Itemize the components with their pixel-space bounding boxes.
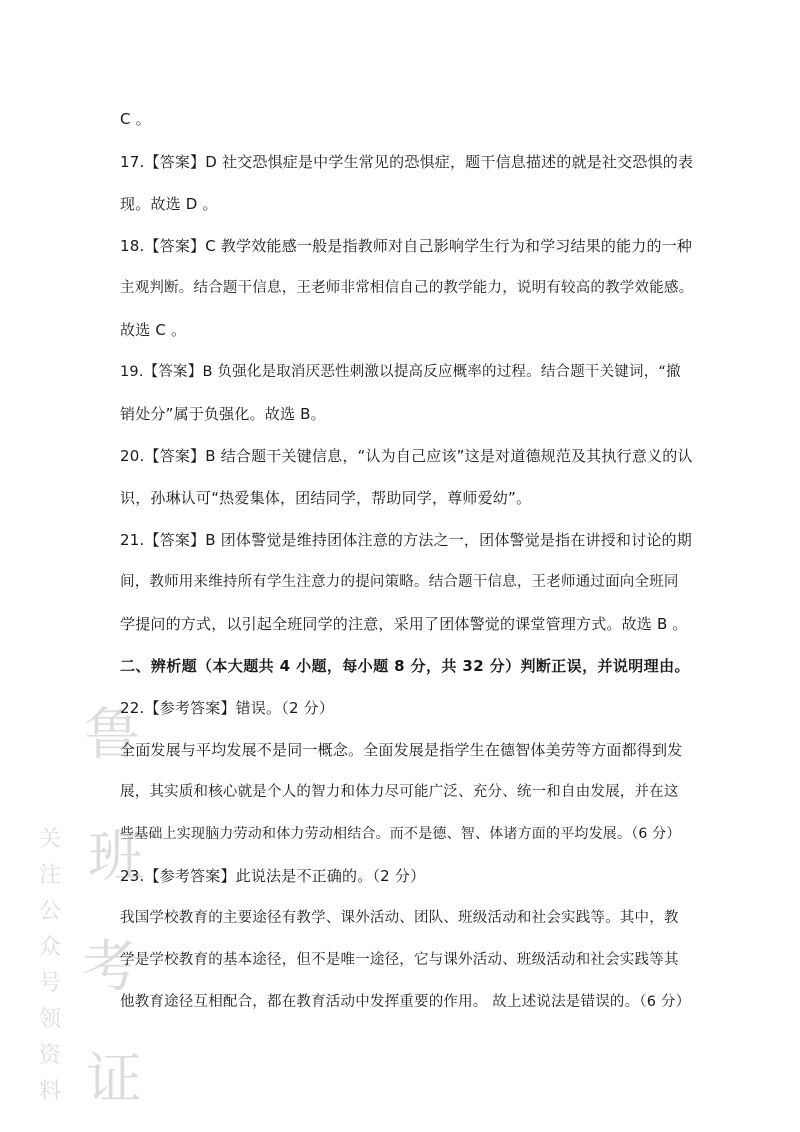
answer-20-line-2: 识，孙琳认可“热爱集体，团结同学，帮助同学，尊师爱幼”。	[120, 489, 532, 507]
section-heading: 二、辨析题（本大题共 4 小题，每小题 8 分，共 32 分）判断正误，并说明理由。	[120, 657, 690, 675]
answer-22-heading: 22.【参考答案】错误。（2 分）	[120, 699, 335, 717]
answer-22-line-1: 全面发展与平均发展不是同一概念。全面发展是指学生在德智体美劳等方面都得到发	[120, 741, 683, 759]
answer-21-line-2: 间，教师用来维持所有学生注意力的提问策略。结合题干信息，王老师通过面向全班同	[120, 574, 679, 590]
answer-22-line-2: 展，其实质和核心就是个人的智力和体力尽可能广泛、充分、统一和自由发展，并在这	[120, 784, 679, 800]
watermark-vertical-text: 关注公众号领资料	[38, 827, 61, 1104]
watermark-char: 鲁	[84, 703, 140, 768]
answer-23-line-2: 学是学校教育的基本途径，但不是唯一途径，它与课外活动、班级活动和社会实践等其	[120, 952, 679, 968]
answer-21-line-1: 21.【答案】B 团体警觉是维持团体注意的方法之一，团体警觉是指在讲授和讨论的期	[120, 531, 692, 549]
answer-22-line-3: 些基础上实现脑力劳动和体力劳动相结合。而不是德、智、体诸方面的平均发展。（6 分）	[120, 826, 681, 842]
answer-20-line-1: 20.【答案】B 结合题干关键信息，“认为自己应该”这是对道德规范及其执行意义的认	[120, 447, 693, 465]
answer-19-line-2: 销处分”属于负强化。故选 B。	[120, 405, 326, 423]
answer-23-line-3: 他教育途径互相配合，都在教育活动中发挥重要的作用。 故上述说法是错误的。（6 分）	[120, 994, 691, 1010]
answer-17-line-1: 17.【答案】D 社交恐惧症是中学生常见的恐惧症，题干信息描述的就是社交恐惧的表	[120, 153, 694, 171]
answer-18-line-2: 主观判断。结合题干信息，王老师非常相信自己的教学能力，说明有较高的教学效能感。	[120, 280, 694, 296]
answer-23-line-1: 我国学校教育的主要途径有教学、课外活动、团队、班级活动和社会实践等。其中，教	[120, 910, 679, 926]
answer-19-line-1: 19.【答案】B 负强化是取消厌恶性刺激以提高反应概率的过程。结合题干关键词，“撤	[120, 364, 681, 380]
watermark-char: 考	[82, 935, 138, 1000]
answer-23-heading: 23.【参考答案】此说法是不正确的。（2 分）	[120, 867, 426, 885]
answer-18-line-1: 18.【答案】C 教学效能感一般是指教师对自己影响学生行为和学习结果的能力的一种	[120, 237, 693, 255]
watermark-char: 证	[86, 1047, 142, 1112]
text-line: C 。	[120, 110, 151, 128]
answer-21-line-3: 学提问的方式，以引起全班同学的注意，采用了团体警觉的课堂管理方式。故选 B 。	[120, 615, 688, 633]
answer-17-line-2: 现。故选 D 。	[120, 195, 218, 213]
answer-18-line-3: 故选 C 。	[120, 321, 187, 339]
watermark-char: 班	[88, 825, 144, 890]
